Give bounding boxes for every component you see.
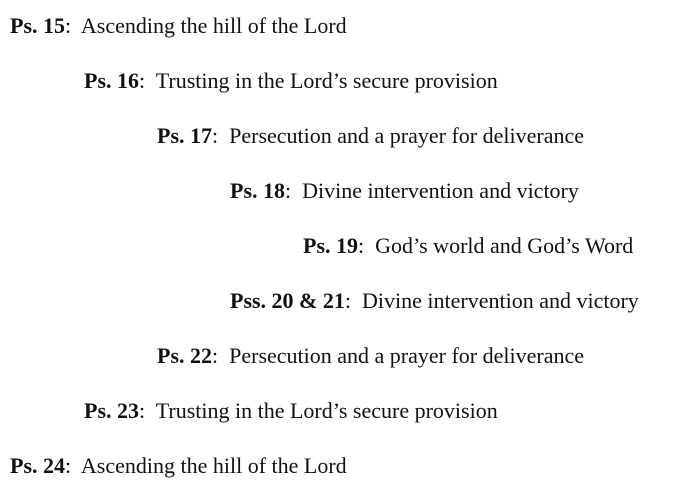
chiasm-line-ps-17 xyxy=(157,123,584,149)
separator: : xyxy=(358,233,376,258)
psalm-reference: Ps. 18 xyxy=(230,178,285,203)
psalm-reference: Ps. 24 xyxy=(10,453,65,478)
psalm-reference: Pss. 20 & 21 xyxy=(230,288,345,313)
psalm-reference: Ps. 17 xyxy=(157,123,212,148)
psalm-description: Persecution and a prayer for deliverance xyxy=(229,123,585,148)
separator: : xyxy=(139,68,156,93)
chiasm-line-ps-15 xyxy=(10,13,347,39)
chiasm-line-ps-23 xyxy=(84,398,498,424)
psalm-description: God’s world and God’s Word xyxy=(375,233,634,258)
separator: : xyxy=(344,288,363,313)
psalm-reference: Ps. 16 xyxy=(84,68,139,93)
separator: : xyxy=(212,343,230,368)
separator: : xyxy=(65,13,81,38)
psalm-reference: Ps. 23 xyxy=(84,398,139,423)
psalm-description: Divine intervention and victory xyxy=(362,288,639,313)
chiasm-line-ps-19 xyxy=(303,233,633,259)
psalm-description: Ascending the hill of the Lord xyxy=(80,453,347,478)
psalm-description: Ascending the hill of the Lord xyxy=(80,13,347,38)
chiasm-line-ps-18 xyxy=(230,178,579,204)
separator: : xyxy=(65,453,81,478)
chiasm-line-ps-22 xyxy=(157,343,584,369)
psalm-description: Trusting in the Lord’s secure provision xyxy=(155,68,498,93)
separator: : xyxy=(212,123,230,148)
psalm-description: Trusting in the Lord’s secure provision xyxy=(155,398,498,423)
separator: : xyxy=(139,398,156,423)
psalm-reference: Ps. 22 xyxy=(157,343,212,368)
separator: : xyxy=(285,178,303,203)
chiasm-line-ps-16 xyxy=(84,68,498,94)
psalm-description: Divine intervention and victory xyxy=(302,178,579,203)
chiasm-line-ps-24 xyxy=(10,453,347,479)
psalm-reference: Ps. 19 xyxy=(303,233,358,258)
psalm-reference: Ps. 15 xyxy=(10,13,65,38)
psalm-description: Persecution and a prayer for deliverance xyxy=(229,343,585,368)
chiasm-line-pss-20-21 xyxy=(230,288,639,314)
